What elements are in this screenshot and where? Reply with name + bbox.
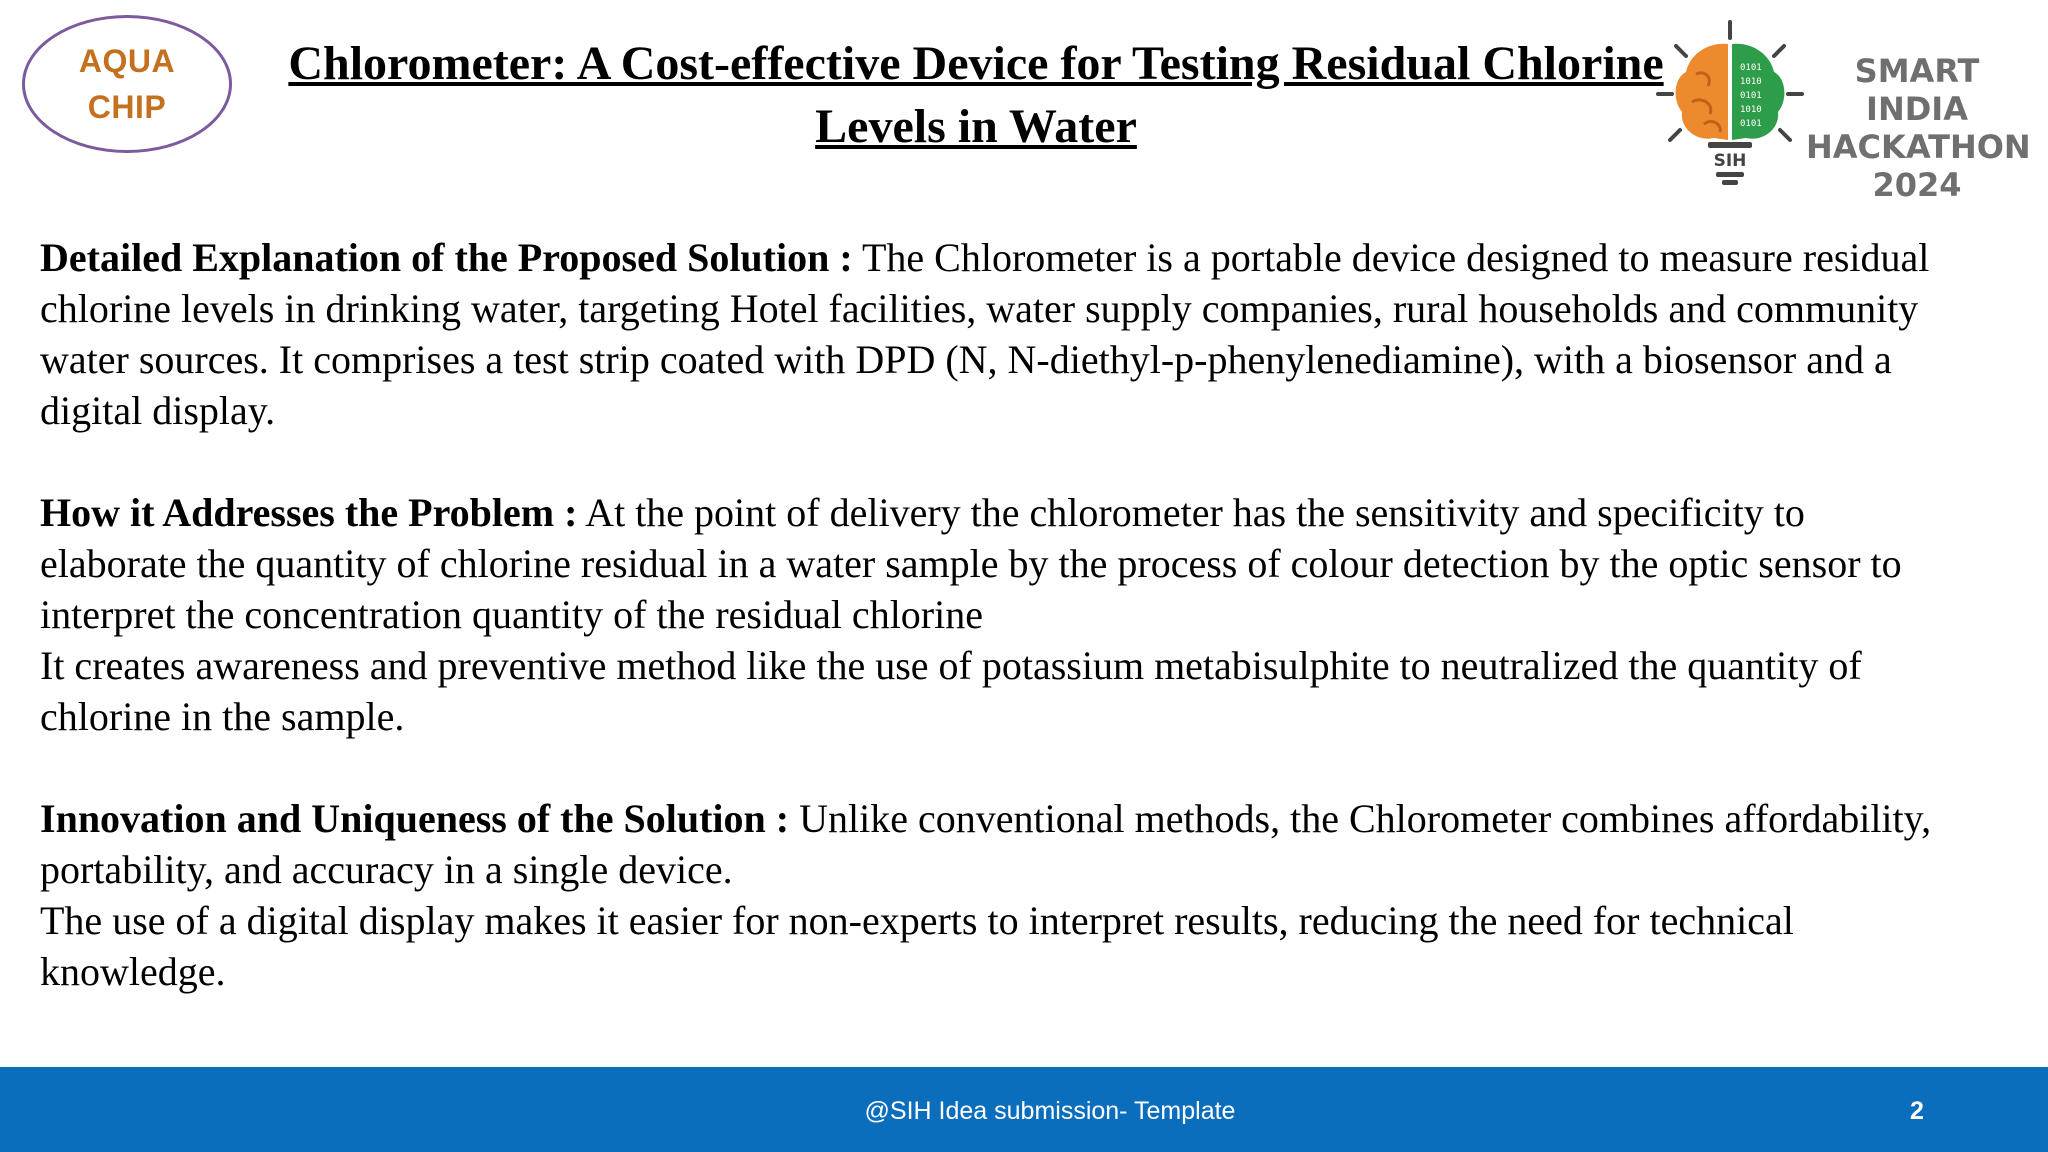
section-line	[40, 487, 2048, 538]
section-line: portability, and accuracy in a single device.	[40, 847, 733, 892]
section-innovation	[40, 793, 2048, 997]
svg-text:0101: 0101	[1740, 63, 1762, 73]
svg-text:1010: 1010	[1740, 105, 1762, 115]
section-line	[40, 793, 2048, 844]
footer-text: @SIH Idea submission- Template	[864, 1097, 1236, 1125]
svg-text:0101: 0101	[1740, 119, 1762, 129]
sih-logo-text	[1806, 52, 2031, 204]
sih-logo	[1656, 18, 2031, 204]
svg-text:1010: 1010	[1740, 77, 1762, 87]
svg-text:0101: 0101	[1740, 91, 1762, 101]
section-line: knowledge.	[40, 949, 226, 994]
section-line: The use of a digital display makes it easier for non-experts to interpret results, reducing the need for technical	[40, 898, 1794, 943]
sih-bulb-label: SIH	[1713, 151, 1747, 171]
section-heading: Detailed Explanation of the Proposed Solution :	[40, 235, 853, 280]
team-logo-line2: CHIP	[87, 89, 167, 125]
sih-logo-line1: SMART INDIA	[1854, 52, 1980, 128]
slide-content	[40, 232, 2048, 997]
sih-logo-line2: HACKATHON	[1806, 128, 2031, 166]
section-addresses-problem	[40, 487, 2048, 742]
section-line: digital display.	[40, 388, 276, 433]
sih-logo-line3: 2024	[1872, 166, 1962, 204]
section-line: water sources. It comprises a test strip coated with DPD (N, N-diethyl-p-phenylenediamine), with a biosensor and a	[40, 337, 1892, 382]
section-line: It creates awareness and preventive method like the use of potassium metabisulphite to neutralized the quantity of	[40, 643, 1862, 688]
section-heading: Innovation and Uniqueness of the Solution :	[40, 796, 790, 841]
section-line: chlorine levels in drinking water, targeting Hotel facilities, water supply companies, rural households and community	[40, 286, 1919, 331]
sih-bulb-icon	[1656, 18, 1804, 188]
team-logo-line1: AQUA	[78, 43, 176, 79]
slide-title-line1: Chlorometer: A Cost-effective Device for Testing Residual Chlorine	[288, 37, 1664, 90]
section-text: The Chlorometer is a portable device designed to measure residual	[852, 235, 1930, 280]
section-text: At the point of delivery the chlorometer has the sensitivity and specificity to	[577, 490, 1805, 535]
section-heading: How it Addresses the Problem :	[40, 490, 578, 535]
team-logo	[22, 15, 232, 153]
section-line	[40, 232, 2048, 283]
slide-title	[238, 32, 1714, 158]
slide-title-line2: Levels in Water	[815, 100, 1137, 153]
section-line: interpret the concentration quantity of the residual chlorine	[40, 592, 983, 637]
section-line: chlorine in the sample.	[40, 694, 405, 739]
footer-bar	[0, 1067, 2048, 1152]
section-text: Unlike conventional methods, the Chlorometer combines affordability,	[789, 796, 1932, 841]
page-number: 2	[1910, 1097, 1924, 1125]
section-line: elaborate the quantity of chlorine residual in a water sample by the process of colour detection by the optic sensor to	[40, 541, 1902, 586]
section-proposed-solution	[40, 232, 2048, 436]
